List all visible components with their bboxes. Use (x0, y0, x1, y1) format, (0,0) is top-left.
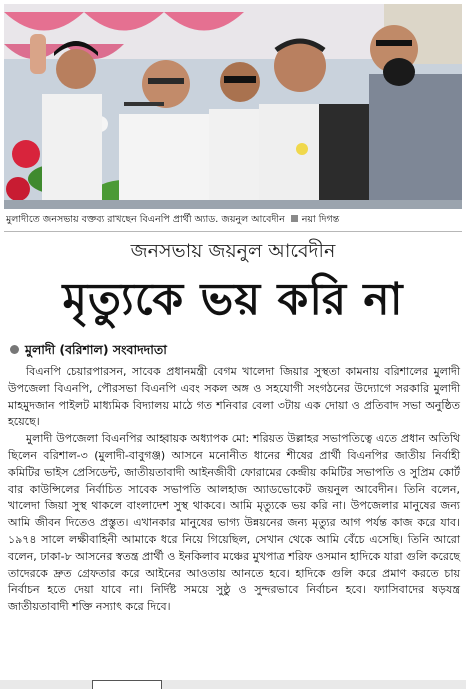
article-body (8, 364, 460, 616)
bullet-dot-icon (10, 345, 19, 354)
article-paragraph-2: মুলাদী উপজেলা বিএনপির আহ্বায়ক অধ্যাপক মো: শরিয়ত উল্লাহর সভাপতিত্বে এতে প্রধান অতিথি ছিলেন বরিশাল-৩ (মুলাদী-বাবুগঞ্জ) আসনে মনোনীত ধানের শীষের প্রার্থী বিএনপির জাতীয় নির্বাহী কমিটির ভাইস প্রেসিডেন্ট, জাতীয়তাবাদী আইনজীবী ফোরামের কেন্দ্রীয় কমিটির সভাপতি ও সুপ্রিম কোর্ট বার কাউন্সিলের নির্বাচিত সাবেক সভাপতি আলহাজ অ্যাডভোকেট জয়নুল আবেদীন। তিনি বলেন, খালেদা জিয়া সুস্থ থাকলে বাংলাদেশ সুস্থ থাকবে। আমি মৃত্যুকে ভয় করি না। উপজেলার মানুষের জন্য আমি জীবন দিতেও প্রস্তুত। এখানকার মানুষের ভাগ্য উন্নয়নের জন্য মৃত্যুর আগ পর্যন্ত কাজ করে যাব। ১৯৭৪ সালে লক্ষীবাহিনী আমাকে ধরে নিয়ে গিয়েছিল, সেখান থেকে আমি বেঁচে এসেছি। তিনি আরো বলেন, ঢাকা-৮ আসনের স্বতন্ত্র প্রার্থী ও ইনকিলাব মঞ্চের মুখপাত্র শরিফ ওসমান হাদিকে যারা গুলি করেছে তাদেরকে দ্রুত গ্রেফতার করে আইনের আওতায় আনতে হবে। হাদিকে গুলি করে প্রমাণ করতে চায় নির্বাচন হতে দেয়া যাবে না। নির্দিষ্ট সময়ে সুষ্ঠু ও সুন্দরভাবে নির্বাচন হবে। ফ্যাসিবাদের ষড়যন্ত্র জাতীয়তাবাদী শক্তি নস্যাৎ করে দিবে। (8, 432, 460, 614)
next-article-tab (92, 680, 162, 689)
article-byline (10, 340, 167, 360)
rally-stage-illustration (4, 4, 462, 209)
next-article-strip (0, 680, 466, 689)
divider (4, 231, 462, 232)
photo-credit: নয়া দিগন্ত (301, 214, 340, 225)
article-kicker: জনসভায় জয়নুল আবেদীন (130, 240, 336, 262)
article-paragraph-1: বিএনপি চেয়ারপারসন, সাবেক প্রধানমন্ত্রী বেগম খালেদা জিয়ার সুস্থতা কামনায় বরিশালের মুলাদী উপজেলা বিএনপি, পৌরসভা বিএনপি এবং সকল অঙ্গ ও সহযোগী সংগঠনের উদ্যোগে সরকারি মুলাদী মাহমুদজান পাইলট মাধ্যমিক বিদ্যালয় মাঠে গত শনিবার বেলা ৩টায় এক দোয়া ও প্রতিবাদ সভা অনুষ্ঠিত হয়েছে। (8, 365, 460, 429)
caption-text: মুলাদীতে জনসভায় বক্তব্য রাখছেন বিএনপি প্রার্থী অ্যাড. জয়নুল আবেদীন (6, 214, 285, 225)
article-headline: মৃত্যুকে ভয় করি না (62, 274, 404, 325)
news-photo (4, 4, 462, 209)
photo-caption (6, 211, 460, 229)
square-bullet-icon (291, 215, 298, 222)
byline-text: মুলাদী (বরিশাল) সংবাদদাতা (25, 342, 167, 357)
